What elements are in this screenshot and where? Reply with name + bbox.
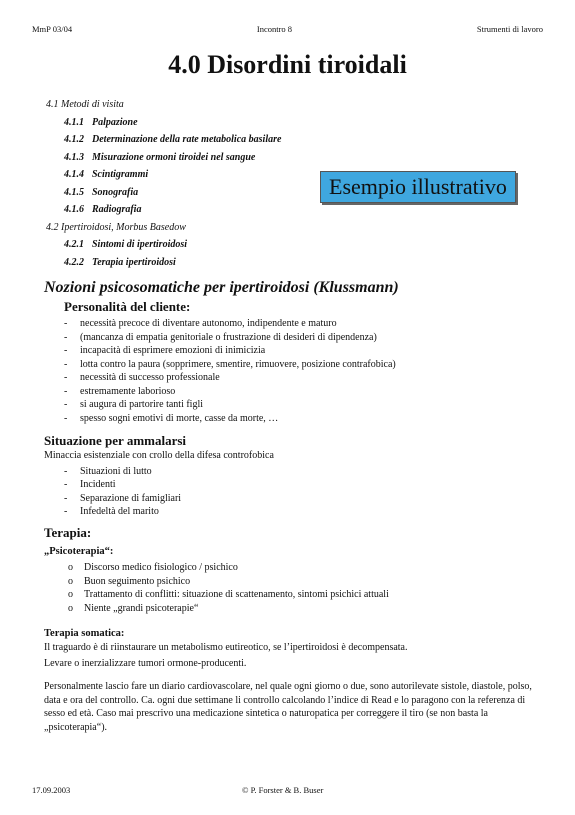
list-item: - necessità precoce di diventare autonomo, indipendente e maturo [64, 317, 544, 331]
footer-date: 17.09.2003 [32, 785, 71, 795]
psicoterapia-label: „Psicoterapia“: [44, 546, 114, 557]
terapia-heading: Terapia: [44, 525, 92, 540]
ammalarsi-intro: Minaccia esistenziale con crollo della difesa controfobica [44, 450, 274, 461]
psicosomatiche-heading: Nozioni psicosomatiche per ipertiroidosi (Klussmann) [44, 279, 399, 296]
page-title: 4.0 Disordini tiroidali [168, 50, 407, 79]
list-item: o Buon seguimento psichico [68, 575, 544, 589]
terapia-somatica-line: Il traguardo è di riinstaurare un metabolismo eutireotico, se l’ipertiroidosi è decompensata. [44, 642, 408, 653]
personalita-list [44, 317, 544, 425]
terapia-paragraph: Personalmente lascio fare un diario cardiovascolare, nel quale ogni giorno o due, sono autorilevate sistole, diastole, polso, data e ora del controllo. Ca. ogni due settimane li controllo calcolando l’indice di Read e lo paragono con la referenza di sesso ed età. Caso mai prescrivo una medicazione sintetica o naturopatica per correggere il tiro (se non basta la „psicoterapia“). [44, 681, 532, 733]
toc-item-text: Palpazione [92, 116, 138, 128]
list-item: - Incidenti [64, 478, 544, 492]
toc-item-number: 4.1.1 [64, 116, 84, 128]
toc-item [46, 201, 346, 219]
list-item: - (mancanza di empatia genitoriale o frustrazione di desideri di dipendenza) [64, 331, 544, 345]
toc-item-text: Terapia ipertiroidosi [92, 256, 176, 268]
example-label: Esempio illustrativo [320, 171, 516, 203]
list-item: - Separazione di famigliari [64, 492, 544, 506]
terapia-somatica-line: Levare o inerzializzare tumori ormone-producenti. [44, 657, 247, 669]
toc-item-number: 4.1.3 [64, 151, 84, 163]
toc-item-text: Determinazione della rate metabolica basilare [92, 134, 282, 145]
terapia-section [44, 525, 544, 734]
toc-item-text: Sintomi di ipertiroidosi [92, 239, 188, 250]
list-item: - necessità di successo professionale [64, 371, 544, 385]
list-item: - spesso sogni emotivi di morte, casse da morte, … [64, 412, 544, 426]
footer-copyright: © P. Forster & B. Buser [242, 785, 324, 795]
header-section: Strumenti di lavoro [476, 24, 543, 34]
toc-item [46, 184, 346, 202]
toc-item [46, 254, 346, 272]
personalita-section [44, 299, 544, 425]
table-of-contents [46, 96, 346, 271]
toc-item-number: 4.2.2 [64, 256, 84, 268]
toc-item-number: 4.1.5 [64, 186, 84, 198]
list-item: - Situazioni di lutto [64, 465, 544, 479]
toc-item-text: Radiografia [92, 204, 142, 215]
page-header [32, 24, 543, 34]
ammalarsi-section [44, 433, 544, 519]
ammalarsi-heading: Situazione per ammalarsi [44, 433, 187, 448]
toc-item [46, 131, 346, 149]
personalita-heading: Personalità del cliente: [64, 299, 191, 314]
toc-item-number: 4.2.1 [64, 239, 84, 250]
toc-item [46, 149, 346, 167]
list-item: o Discorso medico fisiologico / psichico [68, 561, 544, 575]
toc-item-text: Misurazione ormoni tiroidei nel sangue [92, 151, 256, 163]
list-item: - estremamente laborioso [64, 385, 544, 399]
toc-item [46, 219, 346, 237]
toc-item [46, 236, 346, 254]
list-item: o Niente „grandi psicoterapie“ [68, 602, 544, 616]
terapia-somatica-label: Terapia somatica: [44, 628, 125, 639]
toc-item-text: 4.1 Metodi di visita [46, 99, 124, 110]
header-session: Incontro 8 [256, 24, 293, 34]
list-item: - incapacità di esprimere emozioni di inimicizia [64, 344, 544, 358]
header-course: MmP 03/04 [32, 24, 73, 34]
ammalarsi-list [44, 465, 544, 519]
toc-item-number: 4.1.2 [64, 134, 84, 145]
list-item: - Infedeltà del marito [64, 505, 544, 519]
toc-item-number: 4.1.4 [64, 169, 84, 180]
toc-item-text: Scintigrammi [92, 169, 149, 180]
toc-item [46, 166, 346, 184]
psicoterapia-list [44, 561, 544, 615]
list-item: o Trattamento di conflitti: situazione di scattenamento, sintomi psichici attuali [68, 588, 544, 602]
toc-item-text: Sonografia [92, 186, 139, 198]
toc-item [46, 96, 346, 114]
list-item: - lotta contro la paura (sopprimere, smentire, rimuovere, posizione contrafobica) [64, 358, 544, 372]
list-item: - si augura di partorire tanti figli [64, 398, 544, 412]
toc-item-text: 4.2 Ipertiroidosi, Morbus Basedow [46, 221, 186, 233]
toc-item [46, 114, 346, 132]
toc-item-number: 4.1.6 [64, 204, 84, 215]
